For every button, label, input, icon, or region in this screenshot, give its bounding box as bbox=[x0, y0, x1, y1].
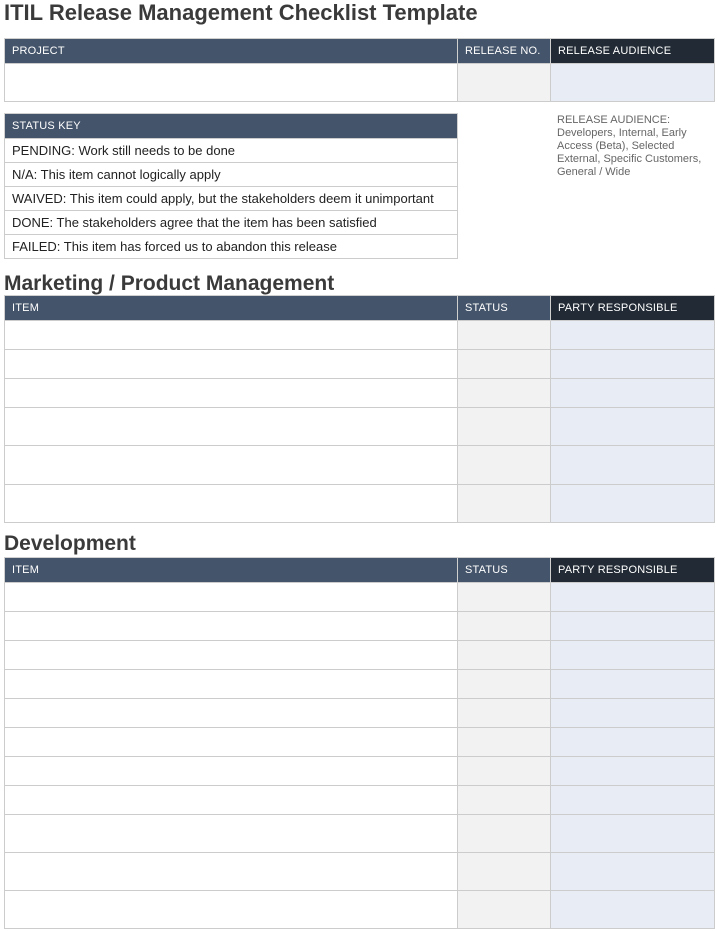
development-table bbox=[4, 557, 715, 929]
party-cell[interactable] bbox=[551, 853, 715, 891]
item-cell[interactable] bbox=[5, 583, 458, 612]
item-header: ITEM bbox=[5, 558, 458, 583]
item-cell[interactable] bbox=[5, 728, 458, 757]
table-row bbox=[5, 641, 715, 670]
status-key-pending: PENDING: Work still needs to be done bbox=[5, 139, 458, 163]
table-row bbox=[5, 891, 715, 929]
item-cell[interactable] bbox=[5, 891, 458, 929]
item-cell[interactable] bbox=[5, 815, 458, 853]
table-row bbox=[5, 379, 715, 408]
release-audience-cell[interactable] bbox=[551, 64, 715, 102]
status-cell[interactable] bbox=[458, 485, 551, 523]
status-cell[interactable] bbox=[458, 641, 551, 670]
party-cell[interactable] bbox=[551, 379, 715, 408]
status-cell[interactable] bbox=[458, 786, 551, 815]
status-key-failed: FAILED: This item has forced us to abandon this release bbox=[5, 235, 458, 259]
item-cell[interactable] bbox=[5, 446, 458, 485]
project-header: PROJECT bbox=[5, 39, 458, 64]
marketing-table bbox=[4, 295, 715, 523]
party-cell[interactable] bbox=[551, 891, 715, 929]
status-cell[interactable] bbox=[458, 321, 551, 350]
document-title: ITIL Release Management Checklist Template bbox=[4, 0, 478, 25]
party-cell[interactable] bbox=[551, 446, 715, 485]
status-cell[interactable] bbox=[458, 446, 551, 485]
table-row bbox=[5, 485, 715, 523]
status-key-na: N/A: This item cannot logically apply bbox=[5, 163, 458, 187]
status-cell[interactable] bbox=[458, 670, 551, 699]
party-responsible-header: PARTY RESPONSIBLE bbox=[551, 296, 715, 321]
status-cell[interactable] bbox=[458, 583, 551, 612]
party-cell[interactable] bbox=[551, 815, 715, 853]
party-cell[interactable] bbox=[551, 321, 715, 350]
party-cell[interactable] bbox=[551, 786, 715, 815]
item-cell[interactable] bbox=[5, 757, 458, 786]
party-cell[interactable] bbox=[551, 728, 715, 757]
table-row bbox=[5, 670, 715, 699]
status-cell[interactable] bbox=[458, 379, 551, 408]
party-cell[interactable] bbox=[551, 408, 715, 446]
item-header: ITEM bbox=[5, 296, 458, 321]
status-cell[interactable] bbox=[458, 350, 551, 379]
release-no-cell[interactable] bbox=[458, 64, 551, 102]
status-key-waived: WAIVED: This item could apply, but the stakeholders deem it unimportant bbox=[5, 187, 458, 211]
release-audience-note: RELEASE AUDIENCE: Developers, Internal, Early Access (Beta), Selected External, Specific Customers, General / Wide bbox=[557, 114, 702, 178]
project-cell[interactable] bbox=[5, 64, 458, 102]
item-cell[interactable] bbox=[5, 350, 458, 379]
project-table bbox=[4, 38, 715, 102]
item-cell[interactable] bbox=[5, 612, 458, 641]
table-row bbox=[5, 699, 715, 728]
status-key-table bbox=[4, 113, 458, 259]
status-header: STATUS bbox=[458, 558, 551, 583]
party-cell[interactable] bbox=[551, 699, 715, 728]
table-row bbox=[5, 728, 715, 757]
party-cell[interactable] bbox=[551, 641, 715, 670]
status-cell[interactable] bbox=[458, 612, 551, 641]
party-cell[interactable] bbox=[551, 485, 715, 523]
item-cell[interactable] bbox=[5, 853, 458, 891]
status-cell[interactable] bbox=[458, 815, 551, 853]
item-cell[interactable] bbox=[5, 699, 458, 728]
table-row bbox=[5, 321, 715, 350]
release-audience-header: RELEASE AUDIENCE bbox=[551, 39, 715, 64]
table-row bbox=[5, 583, 715, 612]
table-row bbox=[5, 408, 715, 446]
party-cell[interactable] bbox=[551, 670, 715, 699]
status-cell[interactable] bbox=[458, 891, 551, 929]
table-row bbox=[5, 612, 715, 641]
table-row bbox=[5, 786, 715, 815]
table-row bbox=[5, 815, 715, 853]
item-cell[interactable] bbox=[5, 408, 458, 446]
status-key-header: STATUS KEY bbox=[5, 114, 458, 139]
party-cell[interactable] bbox=[551, 757, 715, 786]
status-cell[interactable] bbox=[458, 699, 551, 728]
status-cell[interactable] bbox=[458, 853, 551, 891]
party-cell[interactable] bbox=[551, 350, 715, 379]
party-cell[interactable] bbox=[551, 583, 715, 612]
status-cell[interactable] bbox=[458, 757, 551, 786]
status-header: STATUS bbox=[458, 296, 551, 321]
item-cell[interactable] bbox=[5, 670, 458, 699]
party-responsible-header: PARTY RESPONSIBLE bbox=[551, 558, 715, 583]
item-cell[interactable] bbox=[5, 641, 458, 670]
table-row bbox=[5, 350, 715, 379]
release-no-header: RELEASE NO. bbox=[458, 39, 551, 64]
table-row bbox=[5, 446, 715, 485]
marketing-section-title: Marketing / Product Management bbox=[4, 272, 335, 295]
item-cell[interactable] bbox=[5, 485, 458, 523]
party-cell[interactable] bbox=[551, 612, 715, 641]
status-cell[interactable] bbox=[458, 408, 551, 446]
table-row bbox=[5, 853, 715, 891]
status-cell[interactable] bbox=[458, 728, 551, 757]
item-cell[interactable] bbox=[5, 379, 458, 408]
status-key-done: DONE: The stakeholders agree that the item has been satisfied bbox=[5, 211, 458, 235]
development-section-title: Development bbox=[4, 532, 136, 555]
table-row bbox=[5, 757, 715, 786]
item-cell[interactable] bbox=[5, 786, 458, 815]
item-cell[interactable] bbox=[5, 321, 458, 350]
